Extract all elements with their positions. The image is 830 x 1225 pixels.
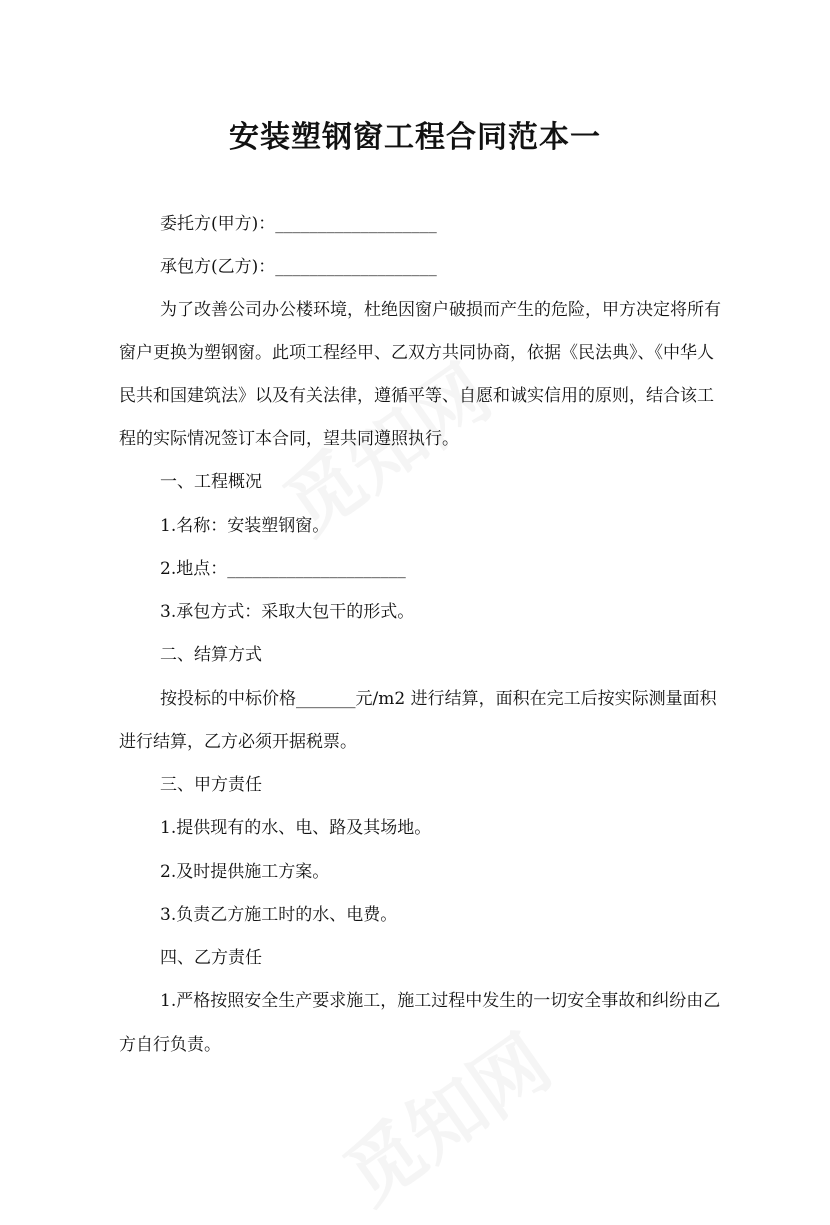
text-line: 二、结算方式 <box>160 645 262 665</box>
text-line: 进行结算，乙方必须开据税票。 <box>119 732 357 752</box>
text-line: 三、甲方责任 <box>160 775 262 795</box>
text-line: 2.及时提供施工方案。 <box>160 862 330 882</box>
text-line: 为了改善公司办公楼环境，杜绝因窗户破损而产生的危险，甲方决定将所有 <box>160 300 721 320</box>
text-line: 窗户更换为塑钢窗。此项工程经甲、乙双方共同协商，依据《民法典》、《中华人 <box>119 343 714 363</box>
text-line: 方自行负责。 <box>119 1035 221 1055</box>
document-title: 安装塑钢窗工程合同范本一 <box>229 120 601 155</box>
text-line: 1.严格按照安全生产要求施工，施工过程中发生的一切安全事故和纠纷由乙 <box>160 991 721 1011</box>
text-line: 民共和国建筑法》以及有关法律，遵循平等、自愿和诚实信用的原则，结合该工 <box>119 386 714 406</box>
text-line: 3.承包方式：采取大包干的形式。 <box>160 602 415 622</box>
text-line: 1.名称：安装塑钢窗。 <box>160 516 330 536</box>
text-line: 按投标的中标价格_______元/m2 进行结算，面积在完工后按实际测量面积 <box>160 689 717 709</box>
text-line: 程的实际情况签订本合同，望共同遵照执行。 <box>119 429 459 449</box>
text-line: 1.提供现有的水、电、路及其场地。 <box>160 818 432 838</box>
watermark <box>319 1004 568 1224</box>
text-line: 四、乙方责任 <box>160 948 262 968</box>
text-line: 一、工程概况 <box>160 472 262 492</box>
text-line: 委托方(甲方)：___________________ <box>160 214 437 234</box>
text-line: 3.负责乙方施工时的水、电费。 <box>160 905 398 925</box>
text-line: 2.地点：_____________________ <box>160 559 406 579</box>
text-line: 承包方(乙方)：___________________ <box>160 257 437 277</box>
